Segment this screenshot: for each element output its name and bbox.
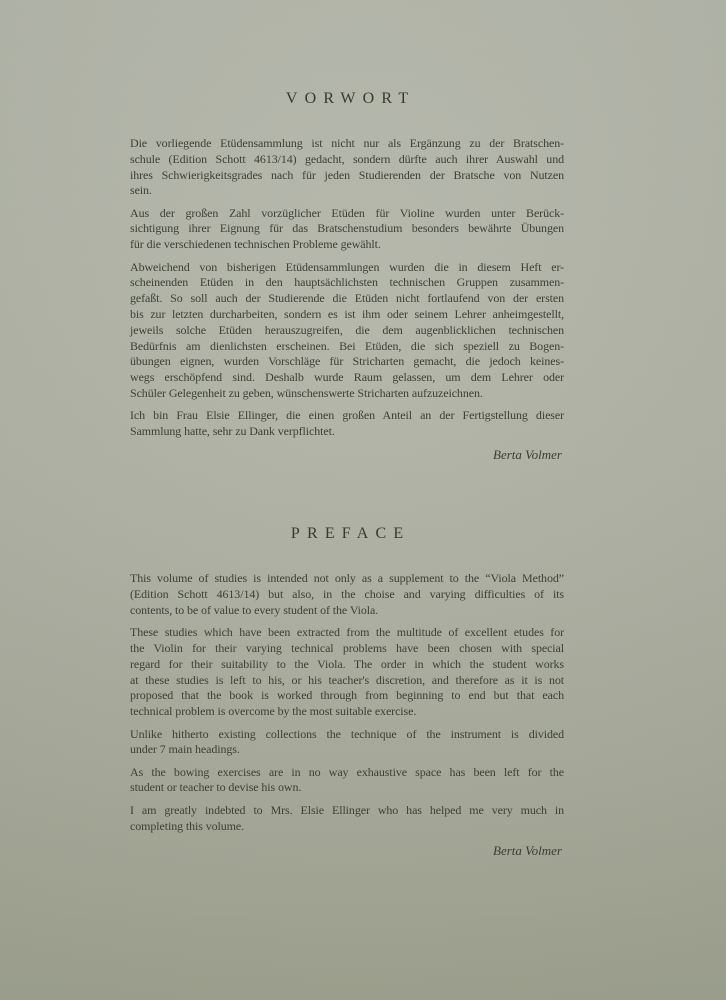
text-line: I am greatly indebted to Mrs. Elsie Ellinger who has helped me very much in — [130, 802, 564, 817]
text-line: wegs erschöpfend sind. Deshalb wurde Raum gelassen, um dem Lehrer oder — [130, 370, 564, 385]
text-line: Aus der großen Zahl vorzüglicher Etüden für Violine wurden unter Berück- — [130, 205, 564, 220]
paragraph — [130, 765, 564, 797]
german-paragraphs — [130, 136, 564, 440]
text-line: ihres Schwierigkeitsgrades nach für jeden Studierenden der Bratsche von Nutzen — [130, 167, 564, 182]
paragraph — [130, 571, 564, 618]
text-line: Die vorliegende Etüdensammlung ist nicht nur als Ergänzung zu der Bratschen- — [130, 136, 564, 150]
text-line: gefaßt. So soll auch der Studierende die Etüden nicht fortlaufend von der ersten — [130, 291, 564, 306]
english-heading: PREFACE — [290, 525, 411, 543]
text-line: Unlike hitherto existing collections the technique of the instrument is divided — [130, 726, 564, 741]
text-line: Ich bin Frau Elsie Ellinger, die einen großen Anteil an der Fertigstellung dieser — [130, 408, 564, 423]
text-line: Abweichend von bisherigen Etüdensammlungen wurden die in diesem Heft er- — [130, 259, 564, 274]
text-line: schule (Edition Schott 4613/14) gedacht, sondern dürfte auch ihrer Auswahl und — [130, 151, 564, 166]
english-signature: Berta Volmer — [493, 843, 562, 859]
german-heading: VORWORT — [285, 90, 416, 107]
text-line: sichtigung ihrer Eignung für das Bratschenstudium besonders bewährte Übungen — [130, 221, 564, 236]
page-content — [130, 0, 564, 860]
text-line: technical problem is overcome by the most suitable exercise. — [130, 704, 417, 719]
text-line: jeweils solche Etüden herauszugreifen, die dem augenblicklichen technischen — [130, 322, 564, 337]
text-line: contents, to be of value to every student of the Viola. — [130, 602, 379, 617]
text-line: für die verschiedenen technischen Probleme gewählt. — [130, 237, 381, 252]
text-line: student or teacher to devise his own. — [130, 780, 302, 795]
text-line: Sammlung hatte, sehr zu Dank verpflichtet. — [130, 424, 335, 439]
text-line: the Violin for their varying technical problems have been chosen with special — [130, 641, 564, 656]
paragraph — [130, 136, 564, 199]
text-line: proposed that the book is worked through from beginning to end but that each — [130, 688, 564, 703]
german-preface-section — [130, 88, 564, 464]
text-line: As the bowing exercises are in no way exhaustive space has been left for the — [130, 764, 564, 779]
text-line: This volume of studies is intended not only as a supplement to the “Viola Method” — [130, 571, 564, 586]
text-line: übungen eignen, wurden Vorschläge für Stricharten gemacht, die jedoch keines- — [130, 354, 564, 369]
paragraph — [130, 727, 564, 759]
text-line: Schüler Gelegenheit zu geben, wünschenswerte Stricharten aufzuzeichnen. — [130, 385, 483, 400]
paragraph — [130, 260, 564, 402]
text-line: (Edition Schott 4613/14) but also, in the choise and varying difficulties of its — [130, 587, 564, 602]
text-line: at these studies is left to his, or his teacher's discretion, and therefore as it is not — [130, 672, 564, 687]
paragraph — [130, 625, 564, 720]
text-line: sein. — [130, 183, 152, 198]
text-line: under 7 main headings. — [130, 742, 240, 757]
text-line: Bedürfnis am dienlichsten erscheinen. Bei Etüden, die sich speziell zu Bogen- — [130, 338, 564, 353]
text-line: These studies which have been extracted from the multitude of excellent etudes for — [130, 625, 564, 640]
english-preface-section — [130, 523, 564, 860]
text-line: bis zur letzten durcharbeiten, sondern es ist ihm oder seinem Lehrer anheimgestellt, — [130, 306, 564, 321]
german-signature: Berta Volmer — [493, 447, 562, 463]
paragraph — [130, 206, 564, 253]
text-line: regard for their suitability to the Viola. The order in which the student works — [130, 656, 564, 671]
text-line: scheinenden Etüden in den hauptsächlichsten technischen Gruppen zusammen- — [130, 275, 564, 290]
english-paragraphs — [130, 571, 564, 834]
text-line: completing this volume. — [130, 818, 245, 833]
paragraph — [130, 408, 564, 440]
paragraph — [130, 803, 564, 835]
